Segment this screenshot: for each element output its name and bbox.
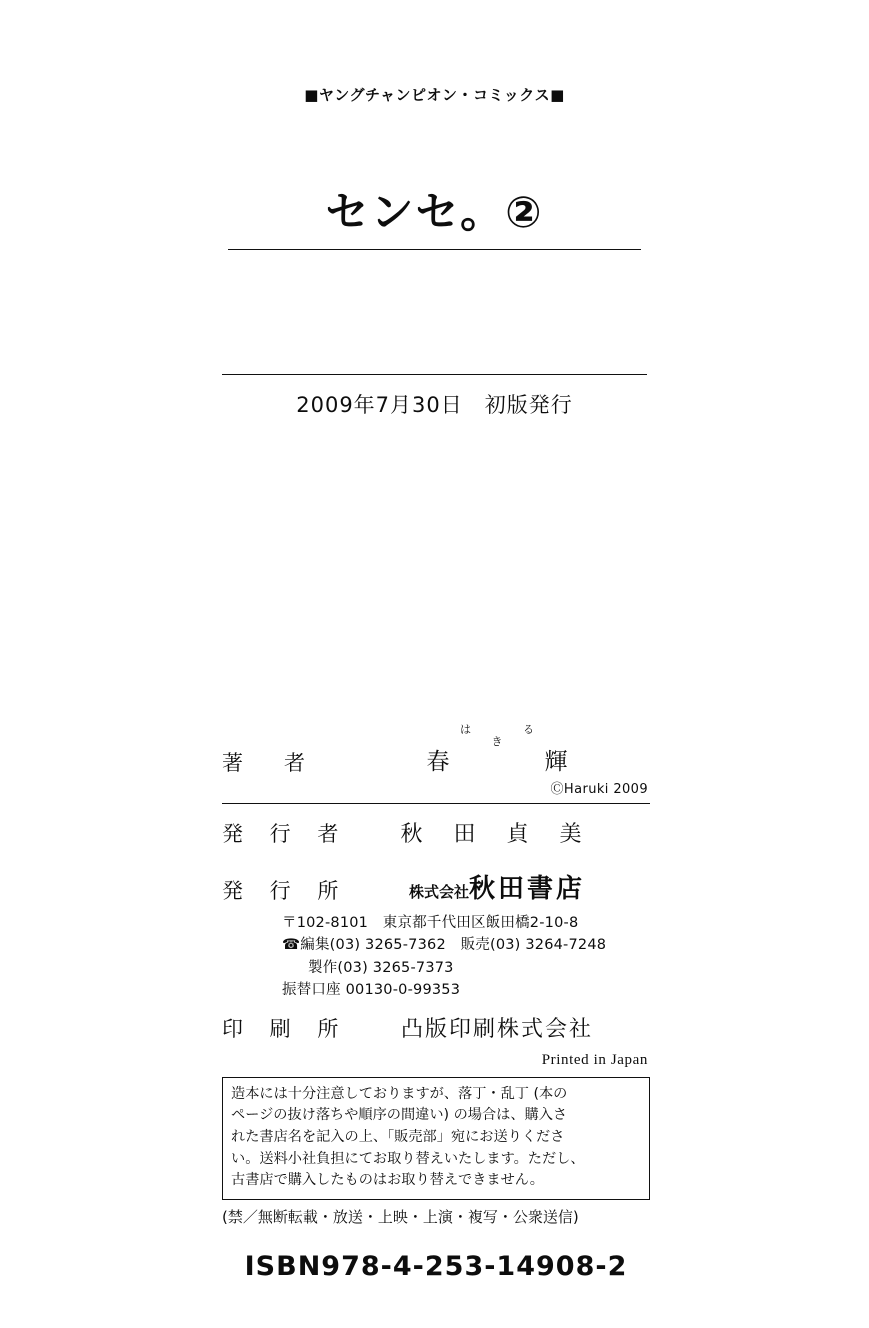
author-name-wrap — [344, 723, 712, 777]
publisher-phone-line-2: 製作(03) 3265-7373 — [308, 959, 454, 976]
imprint-label: ■ヤングチャンピオン・コミックス■ — [304, 86, 565, 104]
publisher-account: 振替口座 00130-0-99353 — [282, 982, 461, 999]
colophon-page — [0, 84, 869, 1328]
colophon-row-publisher-person — [222, 817, 650, 848]
publisher-phone-line-1: ☎編集(03) 3265-7362 販売(03) 3264-7248 — [282, 937, 607, 954]
author-name: 春 輝 — [426, 749, 604, 776]
publisher-contact-block — [222, 912, 650, 1002]
printer-name: 凸版印刷株式会社 — [400, 1016, 593, 1042]
author-ruby: はる き — [460, 723, 712, 749]
copyright-notice: ⒸHaruki 2009 — [550, 781, 648, 797]
publisher-person-name: 秋 田 貞 美 — [400, 821, 594, 847]
divider-after-author — [222, 803, 650, 804]
publishing-house-label: 発 行 所 — [222, 878, 349, 903]
isbn-code: ISBN978-4-253-14908-2 — [244, 1250, 628, 1282]
colophon-table — [222, 723, 712, 1282]
defect-notice-box — [222, 1077, 650, 1200]
company-name: 秋田書店 — [469, 873, 586, 904]
prohibition-notice: (禁／無断転載・放送・上映・上演・複写・公衆送信) — [222, 1207, 579, 1226]
notice-line: 造本には十分注意しておりますが、落丁・乱丁 (本の — [231, 1085, 568, 1102]
notice-line: ページの抜け落ちや順序の間違い) の場合は、購入さ — [231, 1107, 568, 1124]
printed-in-japan: Printed in Japan — [541, 1051, 648, 1068]
colophon-row-printer — [222, 1012, 650, 1043]
printer-label: 印 刷 所 — [222, 1016, 349, 1041]
title-block — [0, 179, 869, 250]
colophon-row-author — [222, 723, 712, 777]
colophon-row-publishing-house — [222, 868, 650, 905]
company-prefix: 株式会社 — [408, 882, 469, 901]
publication-date: 2009年7月30日 初版発行 — [296, 393, 573, 417]
publisher-address: 〒102-8101 東京都千代田区飯田橋2-10-8 — [282, 914, 579, 931]
publisher-person-label: 発 行 者 — [222, 821, 349, 846]
notice-line: 古書店で購入したものはお取り替えできません。 — [231, 1172, 544, 1189]
notice-line: い。送料小社負担にてお取り替えいたします。ただし、 — [231, 1150, 585, 1167]
page-title: センセ。② — [325, 188, 544, 238]
title-divider — [228, 249, 642, 250]
date-divider — [222, 374, 647, 375]
notice-line: れた書店名を記入の上、「販売部」宛にお送りくださ — [231, 1128, 565, 1145]
author-label: 著 者 — [222, 750, 315, 775]
publication-date-block — [0, 374, 869, 419]
publishing-house-name-wrap — [344, 868, 650, 905]
